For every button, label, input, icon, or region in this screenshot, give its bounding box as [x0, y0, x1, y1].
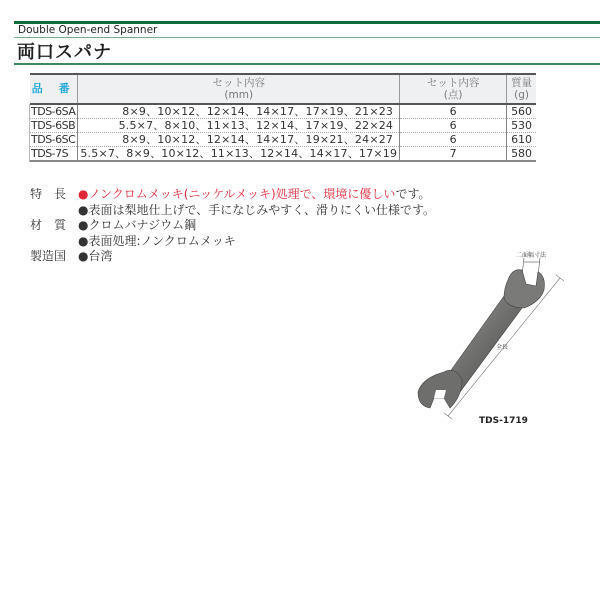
table-row — [30, 147, 536, 162]
cell-count: 6 — [400, 104, 507, 119]
col-header-set-count-label: セット内容 — [426, 77, 480, 89]
dimension-length-label: 全長 — [496, 344, 509, 351]
cell-weight: 560 — [507, 104, 536, 119]
cell-part-no: TDS-6SB — [30, 119, 78, 133]
table-header-row — [30, 74, 536, 104]
origin-row — [30, 249, 435, 265]
surface-treatment-text: ●表面処理:ノンクロムメッキ — [78, 233, 236, 248]
header-bottom-rule — [14, 63, 600, 65]
material-row-1 — [30, 218, 435, 234]
spec-table — [30, 73, 536, 162]
table-row — [30, 104, 536, 119]
feature-text: ●表面は梨地仕上げで、手になじみやすく、滑りにくい仕様です。 — [78, 202, 436, 217]
table-row — [30, 119, 536, 133]
feature-row-1 — [30, 187, 435, 203]
dimension-width-label: 二面幅寸法 — [516, 252, 547, 259]
wrench-illustration — [400, 240, 580, 440]
cell-weight: 580 — [507, 147, 536, 162]
cell-sizes: 8×9、10×12、12×14、14×17、19×21、24×27 — [78, 133, 400, 147]
col-header-weight — [507, 74, 536, 104]
table-left-edge — [29, 104, 30, 162]
product-subtitle: Double Open-end Spanner — [18, 24, 158, 36]
open-end-wrench-icon — [400, 240, 580, 440]
col-header-set-contents-label: セット内容 — [212, 77, 265, 89]
feature-row-2 — [30, 203, 435, 219]
cell-weight: 610 — [507, 133, 536, 147]
feature-label: 特長 — [30, 187, 79, 201]
feature-text-suffix: です。 — [395, 187, 431, 201]
col-header-set-count — [400, 74, 507, 104]
cell-part-no: TDS-6SA — [30, 104, 78, 119]
cell-part-no: TDS-7S — [31, 147, 69, 160]
cell-count: 6 — [400, 133, 507, 147]
cell-sizes: 5.5×7、8×10、11×13、12×14、17×19、22×24 — [78, 119, 400, 133]
material-label: 材質 — [30, 218, 79, 232]
col-header-unit-mm: (mm) — [224, 89, 254, 101]
material-row-2 — [30, 234, 435, 250]
product-title: 両口スパナ — [17, 42, 112, 63]
origin-label: 製造国 — [30, 249, 67, 263]
cell-count: 6 — [400, 119, 507, 133]
origin-text: ●台湾 — [78, 249, 113, 263]
model-number-label: TDS-1719 — [479, 416, 528, 426]
col-header-unit-g: (g) — [514, 89, 529, 101]
col-header-set-contents-mm — [78, 74, 400, 104]
material-text: ●クロムバナジウム鋼 — [78, 218, 197, 232]
features-section — [30, 187, 435, 265]
col-header-weight-label: 質量 — [511, 77, 533, 89]
feature-highlight-text: ●ノンクロムメッキ(ニッケルメッキ)処理で、環境に優しい — [78, 187, 396, 201]
cell-count: 7 — [400, 147, 507, 162]
cell-weight: 530 — [507, 119, 536, 133]
cell-sizes: 8×9、10×12、12×14、14×17、17×19、21×23 — [78, 104, 400, 119]
cell-sizes: 5.5×7、8×9、10×12、11×13、12×14、14×17、17×19 — [78, 147, 400, 162]
table-row — [30, 133, 536, 147]
col-header-part-no: 品 番 — [30, 74, 78, 104]
col-header-unit-count: (点) — [443, 89, 463, 101]
cell-part-no: TDS-6SC — [30, 133, 78, 147]
